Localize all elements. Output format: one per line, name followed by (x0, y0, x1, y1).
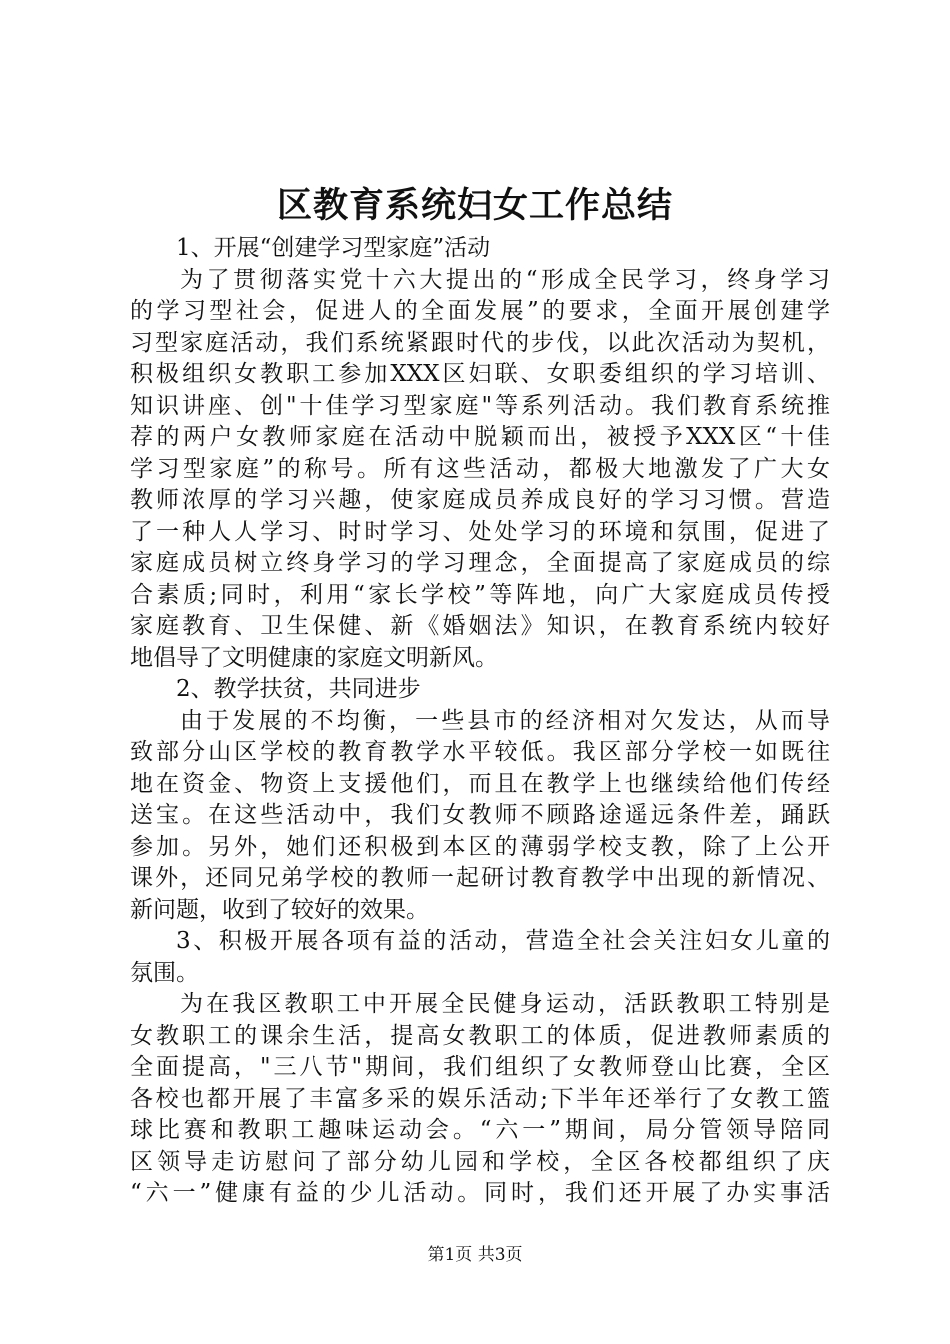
paragraph-line: 知识讲座、创"十佳学习型家庭"等系列活动。我们教育系统推 (130, 392, 830, 419)
page-footer: 第1页 共3页 (427, 1245, 523, 1265)
paragraph-line: 教师浓厚的学习兴趣，使家庭成员养成良好的学习习惯。营造 (130, 487, 830, 513)
paragraph-line: 了一种人人学习、时时学习、处处学习的环境和氛围，促进了 (130, 518, 830, 545)
paragraph-line: 地倡导了文明健康的家庭文明新风。 (130, 644, 498, 671)
paragraph-line: 致部分山区学校的教育教学水平较低。我区部分学校一如既往 (130, 739, 830, 765)
section-heading-line: 1、开展“创建学习型家庭”活动 (176, 235, 491, 261)
paragraph-line: 女教职工的课余生活，提高女教职工的体质，促进教师素质的 (130, 1022, 830, 1049)
section-heading-line: 3、积极开展各项有益的活动，营造全社会关注妇女儿童的 (176, 928, 830, 954)
paragraph-line: 参加。另外，她们还积极到本区的薄弱学校支教，除了上公开 (130, 833, 830, 860)
paragraph-line: 全面提高，"三八节"期间，我们组织了女教师登山比赛，全区 (130, 1054, 830, 1080)
paragraph-line: 课外，还同兄弟学校的教师一起研讨教育教学中出现的新情况、 (130, 865, 830, 891)
paragraph-line: 合素质;同时，利用“家长学校”等阵地，向广大家庭成员传授 (130, 581, 830, 608)
paragraph-line: 学习型家庭”的称号。所有这些活动，都极大地激发了广大女 (130, 455, 830, 482)
paragraph-line: 家庭教育、卫生保健、新《婚姻法》知识，在教育系统内较好 (130, 613, 830, 639)
paragraph-line: 的学习型社会，促进人的全面发展”的要求，全面开展创建学 (130, 298, 830, 324)
paragraph-line: 积极组织女教职工参加XXX区妇联、女职委组织的学习培训、 (130, 361, 830, 387)
paragraph-line: 球比赛和教职工趣味运动会。“六一”期间，局分管领导陪同 (130, 1117, 830, 1143)
section-heading-line: 2、教学扶贫，共同进步 (176, 676, 421, 702)
paragraph-line: 新问题，收到了较好的效果。 (130, 896, 429, 923)
paragraph-line: 区领导走访慰问了部分幼儿园和学校，全区各校都组织了庆 (130, 1148, 830, 1175)
paragraph-line: 送宝。在这些活动中，我们女教师不顾路途遥远条件差，踊跃 (130, 802, 830, 828)
document-body (130, 233, 830, 1210)
document-title: 区教育系统妇女工作总结 (276, 185, 673, 226)
paragraph-line: 习型家庭活动，我们系统紧跟时代的步伐，以此次活动为契机， (130, 329, 830, 356)
paragraph-line: 各校也都开展了丰富多采的娱乐活动;下半年还举行了女教工篮 (130, 1085, 830, 1112)
paragraph-line: 荐的两户女教师家庭在活动中脱颖而出，被授予XXX区“十佳 (130, 424, 830, 450)
paragraph-line: 为在我区教职工中开展全民健身运动，活跃教职工特别是 (180, 991, 830, 1017)
paragraph-line: 地在资金、物资上支援他们，而且在教学上也继续给他们传经 (130, 770, 830, 797)
paragraph-line: 氛围。 (130, 959, 199, 986)
paragraph-line: 为了贯彻落实党十六大提出的“形成全民学习，终身学习 (180, 266, 830, 293)
paragraph-line: 家庭成员树立终身学习的学习理念，全面提高了家庭成员的综 (130, 550, 830, 576)
paragraph-line: “六一”健康有益的少儿活动。同时，我们还开展了办实事活 (130, 1180, 830, 1206)
paragraph-line: 由于发展的不均衡，一些县市的经济相对欠发达，从而导 (180, 707, 830, 734)
